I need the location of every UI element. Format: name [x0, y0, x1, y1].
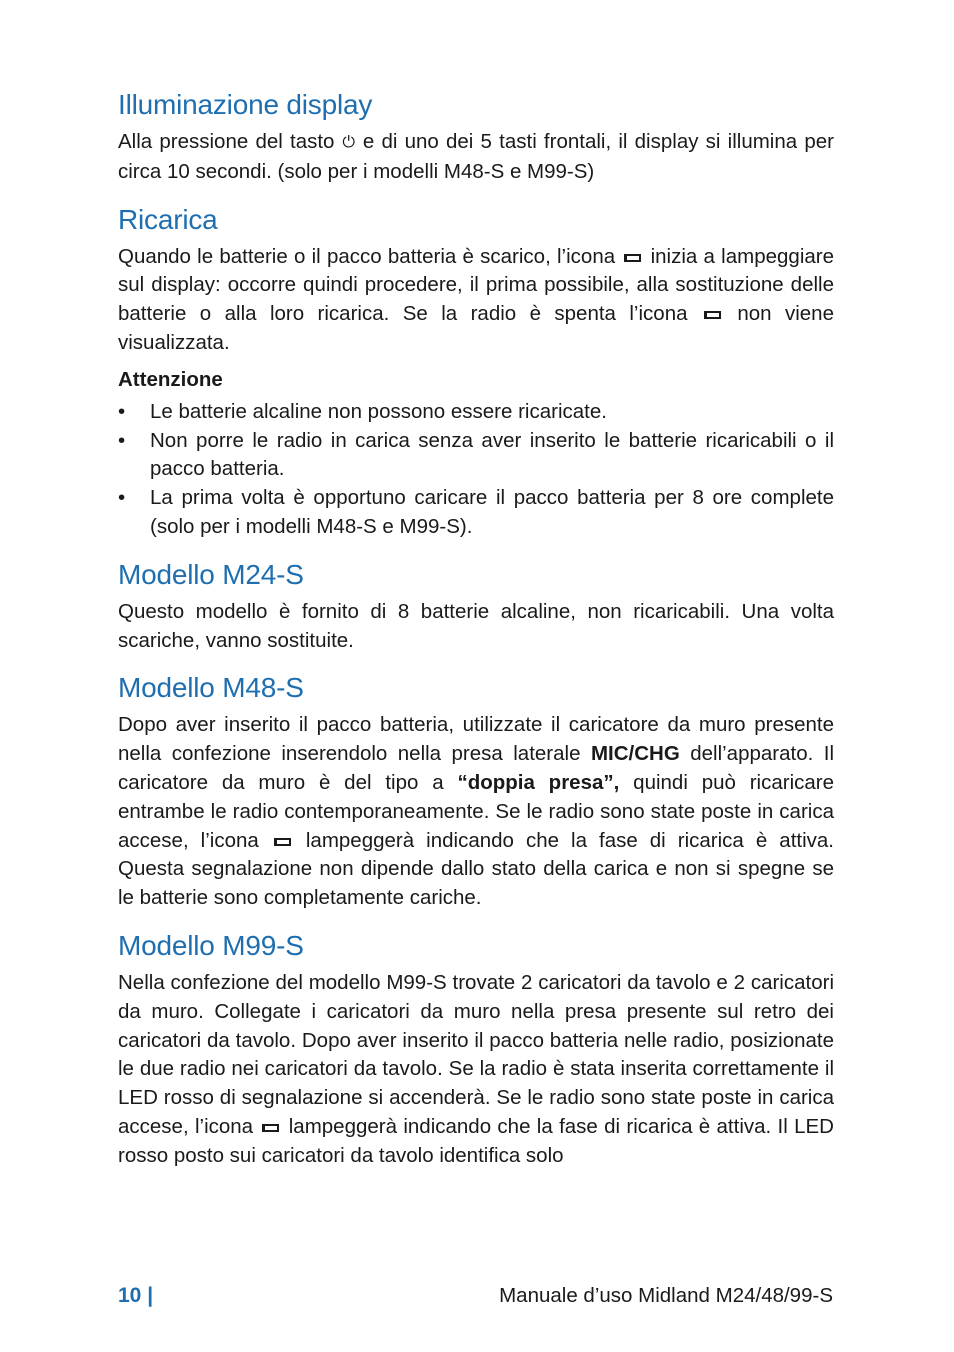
- text-span: Dopo aver inserito il pacco batteria, utilizzate il caricatore da muro presente nella confezione inserendolo nella presa laterale: [118, 713, 834, 766]
- battery-icon: [704, 311, 721, 319]
- bullet-icon: •: [118, 428, 126, 452]
- list-item-text: Le batterie alcaline non possono essere ricaricate.: [150, 399, 607, 423]
- power-icon: ⏻: [342, 134, 355, 151]
- battery-icon: [274, 838, 291, 846]
- battery-icon: [262, 1124, 279, 1132]
- text-span: non viene visualizzata.: [118, 302, 834, 354]
- section-illuminazione: [118, 88, 834, 187]
- text-span: dell’apparato. Il caricatore da muro è del tipo a: [118, 742, 834, 794]
- paragraph-m24: Questo modello è fornito di 8 batterie alcaline, non ricaricabili. Una volta scariche, vanno sostituite.: [118, 599, 834, 652]
- paragraph-illuminazione: [118, 128, 834, 187]
- list-item: [118, 484, 834, 542]
- section-m48: [118, 671, 834, 913]
- list-item-text: La prima volta è opportuno caricare il pacco batteria per 8 ore complete (solo per i modelli M48-S e M99-S).: [150, 486, 834, 538]
- battery-icon: [624, 254, 641, 262]
- list-item: [118, 427, 834, 485]
- text-span: quindi può ricaricare entrambe le radio contemporaneamente. Se le radio sono state poste in carica accese, l’icona: [118, 770, 835, 852]
- heading-ricarica: Ricarica: [118, 203, 218, 235]
- section-ricarica: [118, 203, 834, 542]
- section-m24: [118, 558, 834, 656]
- attention-list: [118, 398, 834, 542]
- text-span: inizia a lampeggiare sul display: occorre quindi procedere, il prima possibile, alla sostituzione delle batterie o alla loro ricarica. Se la radio è spenta l’icona: [118, 244, 834, 326]
- manual-title: Manuale d’uso Midland M24/48/99-S: [499, 1284, 833, 1307]
- bold-term: “doppia presa”,: [457, 770, 620, 794]
- bullet-icon: •: [118, 399, 126, 423]
- bullet-icon: •: [118, 486, 126, 510]
- page-content: [118, 88, 834, 1187]
- text-span: lampeggerà indicando che la fase di ricarica è attiva. Questa segnalazione non dipende dallo stato della carica e non si spegne se le batterie sono completamente cariche.: [118, 828, 834, 910]
- attention-heading: Attenzione: [118, 367, 223, 391]
- heading-m48: Modello M48-S: [118, 672, 304, 704]
- text-span: Alla pressione del tasto: [118, 130, 335, 153]
- text-span: lampeggerà indicando che la fase di ricarica è attiva. Il LED rosso posto sui caricatori da tavolo identifica solo: [118, 1114, 834, 1167]
- paragraph-ricarica: [118, 243, 834, 358]
- section-m99: [118, 929, 834, 1171]
- list-item-text: Non porre le radio in carica senza aver inserito le batterie ricaricabili o il pacco batteria.: [150, 428, 834, 481]
- bold-term: MIC/CHG: [590, 742, 680, 766]
- text-span: Quando le batterie o il pacco batteria è scarico, l’icona: [118, 244, 616, 268]
- list-item: [118, 398, 834, 427]
- page-number: 10 |: [118, 1284, 154, 1307]
- heading-m24: Modello M24-S: [118, 558, 304, 590]
- text-span: Nella confezione del modello M99-S trovate 2 caricatori da tavolo e 2 caricatori da muro. Collegate i caricatori da muro nella presa presente sul retro dei caricatori da tavolo. Dopo aver inserito il pacco batteria nelle radio, posizionate le due radio nei caricatori da tavolo. Se la radio è stata inserita correttamente il LED rosso di segnalazione si accenderà. Se le radio sono state poste in carica accese, l’icona: [118, 970, 834, 1138]
- heading-m99: Modello M99-S: [118, 929, 304, 961]
- paragraph-m48: [118, 711, 834, 913]
- heading-illuminazione: Illuminazione display: [118, 89, 373, 120]
- paragraph-m99: [118, 969, 834, 1171]
- text-span: e di uno dei 5 tasti frontali, il display si illumina per circa 10 secondi. (solo per i modelli M48-S e M99-S): [118, 130, 834, 183]
